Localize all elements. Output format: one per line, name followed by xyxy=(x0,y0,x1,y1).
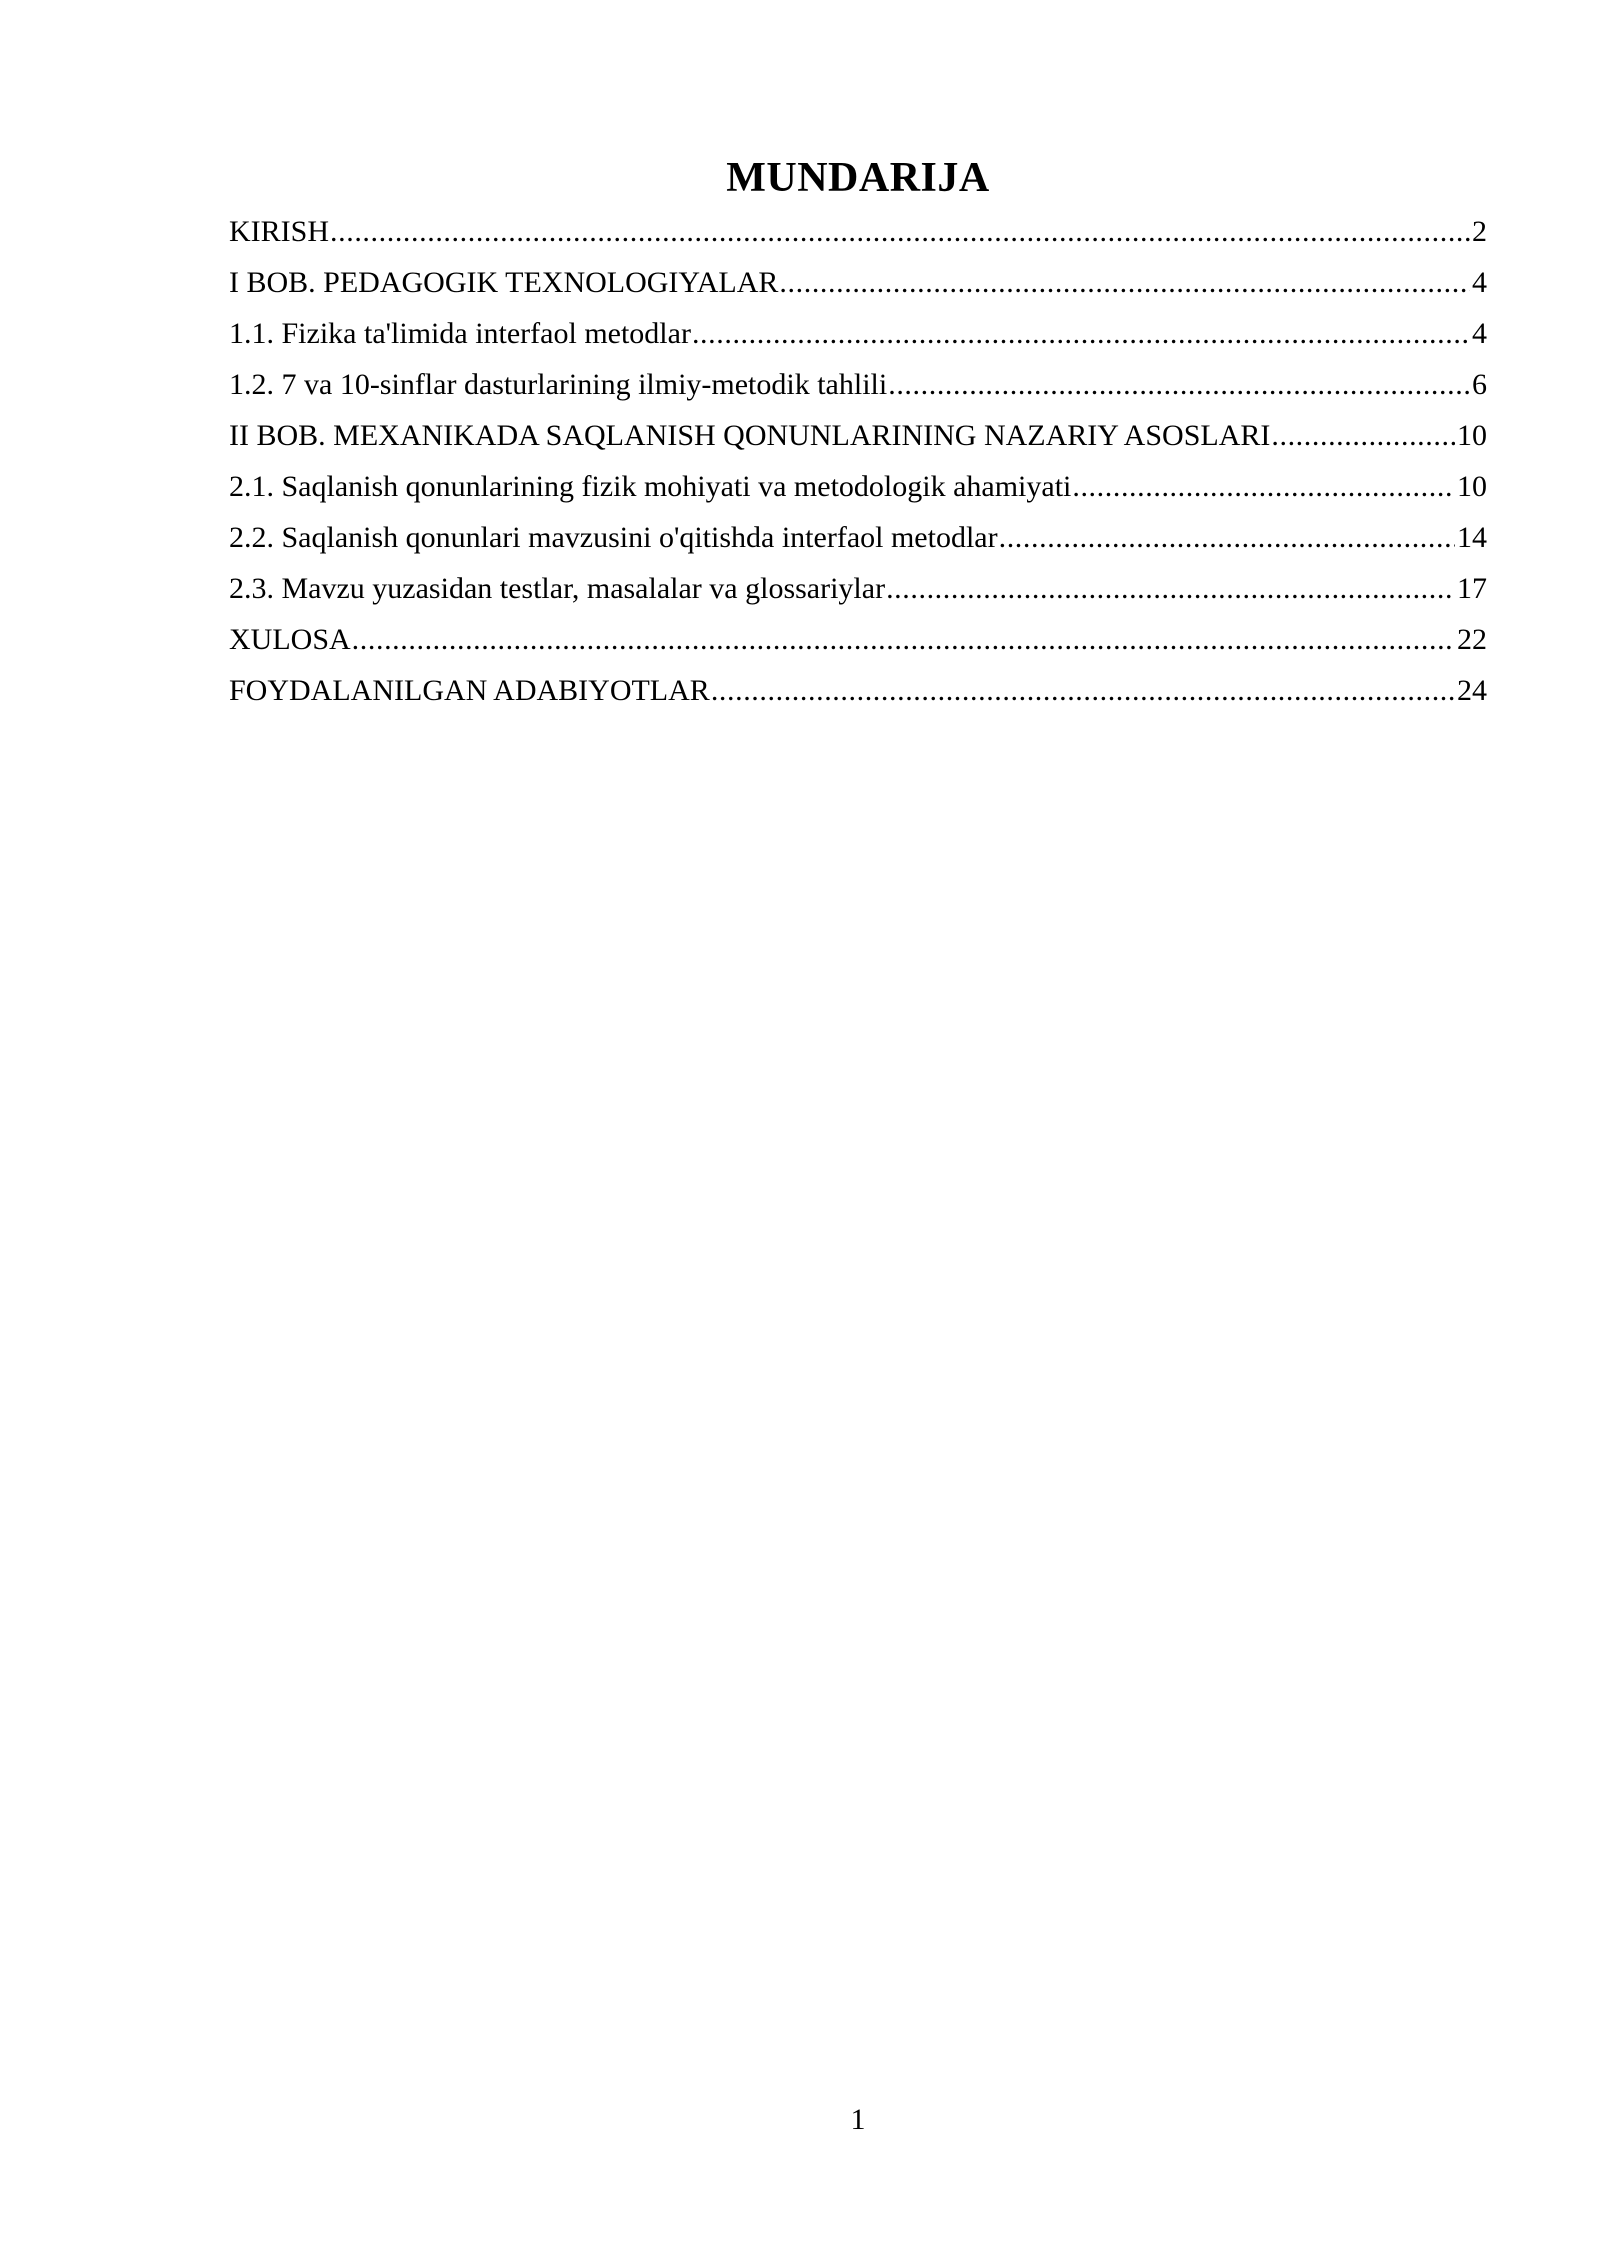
toc-dot-leader xyxy=(330,206,1470,257)
toc-entry-page: 24 xyxy=(1457,674,1487,707)
toc-entry xyxy=(229,461,1487,512)
toc-dot-leader xyxy=(1072,461,1455,512)
toc-entry-title: FOYDALANILGAN ADABIYOTLAR xyxy=(229,674,710,707)
toc-entry-title: 2.3. Mavzu yuzasidan testlar, masalalar va glossariylar xyxy=(229,572,886,605)
toc-entry-page: 4 xyxy=(1472,266,1487,299)
toc-entry-page: 10 xyxy=(1457,470,1487,503)
toc-entry xyxy=(229,206,1487,257)
toc-entry xyxy=(229,257,1487,308)
toc-entry xyxy=(229,359,1487,410)
toc-dot-leader xyxy=(711,665,1455,716)
toc-entry-page: 4 xyxy=(1472,317,1487,350)
toc-entry-title: KIRISH xyxy=(229,215,330,248)
toc-entry-page: 10 xyxy=(1457,419,1487,452)
toc-dot-leader xyxy=(1271,410,1455,461)
toc-entry xyxy=(229,563,1487,614)
toc-entry-title: 1.1. Fizika ta'limida interfaol metodlar xyxy=(229,317,691,350)
toc-entry xyxy=(229,410,1487,461)
table-of-contents xyxy=(229,206,1487,716)
toc-entry xyxy=(229,614,1487,665)
toc-entry-title: II BOB. MEXANIKADA SAQLANISH QONUNLARINING NAZARIY ASOSLARI xyxy=(229,419,1271,452)
toc-entry-page: 14 xyxy=(1457,521,1487,554)
toc-dot-leader xyxy=(692,308,1470,359)
toc-entry-page: 22 xyxy=(1457,623,1487,656)
toc-dot-leader xyxy=(779,257,1470,308)
toc-entry-title: 1.2. 7 va 10-sinflar dasturlarining ilmiy-metodik tahlili xyxy=(229,368,888,401)
toc-dot-leader xyxy=(888,359,1470,410)
page-number: 1 xyxy=(850,2103,866,2136)
toc-entry-page: 2 xyxy=(1472,215,1487,248)
toc-dot-leader xyxy=(352,614,1455,665)
toc-entry-title: XULOSA xyxy=(229,623,351,656)
toc-entry-title: I BOB. PEDAGOGIK TEXNOLOGIYALAR xyxy=(229,266,779,299)
toc-entry-page: 17 xyxy=(1457,572,1487,605)
toc-entry-page: 6 xyxy=(1472,368,1487,401)
toc-dot-leader xyxy=(886,563,1455,614)
toc-entry-title: 2.1. Saqlanish qonunlarining fizik mohiyati va metodologik ahamiyati xyxy=(229,470,1072,503)
toc-dot-leader xyxy=(999,512,1455,563)
toc-entry xyxy=(229,665,1487,716)
toc-entry xyxy=(229,512,1487,563)
toc-entry xyxy=(229,308,1487,359)
toc-entry-title: 2.2. Saqlanish qonunlari mavzusini o'qitishda interfaol metodlar xyxy=(229,521,998,554)
page-title: MUNDARIJA xyxy=(726,155,990,201)
